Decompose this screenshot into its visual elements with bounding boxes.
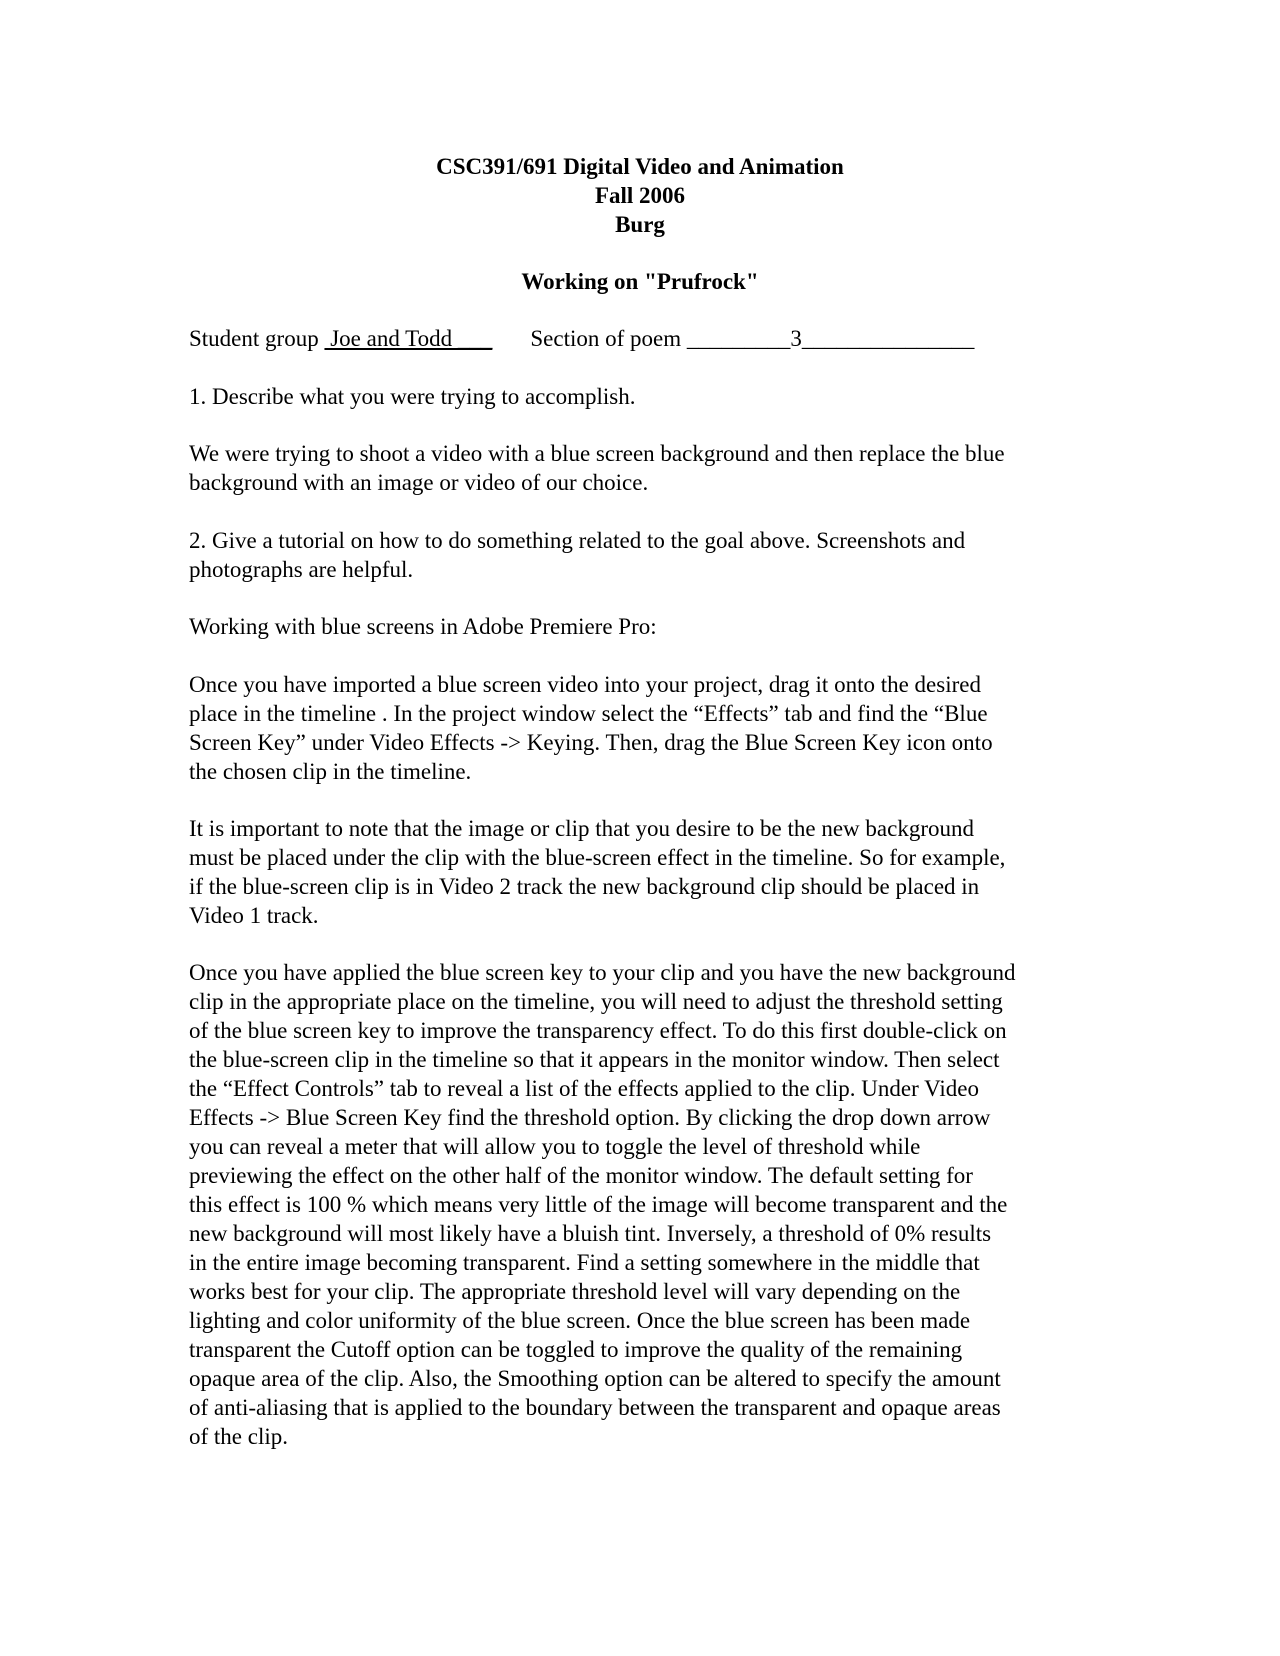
answer-1-line: background with an image or video of our choice. bbox=[189, 470, 649, 495]
paragraph-line: Effects -> Blue Screen Key find the threshold option. By clicking the drop down arrow bbox=[189, 1105, 991, 1130]
paragraph-line: It is important to note that the image or clip that you desire to be the new background bbox=[189, 816, 974, 841]
paragraph-3 bbox=[189, 958, 1089, 1451]
paragraph-1 bbox=[189, 670, 1089, 786]
paragraph-line: works best for your clip. The appropriate threshold level will vary depending on the bbox=[189, 1279, 961, 1304]
paragraph-line: of the clip. bbox=[189, 1424, 288, 1449]
student-group-label: Student group bbox=[189, 326, 325, 351]
paragraph-2 bbox=[189, 814, 1089, 930]
term: Fall 2006 bbox=[594, 183, 686, 208]
paragraph-line: Video 1 track. bbox=[189, 903, 319, 928]
paragraph-line: Once you have imported a blue screen video into your project, drag it onto the desired bbox=[189, 672, 981, 697]
question-2-line: 2. Give a tutorial on how to do something related to the goal above. Screenshots and bbox=[189, 528, 966, 553]
paragraph-line: must be placed under the clip with the blue-screen effect in the timeline. So for example, bbox=[189, 845, 1006, 870]
paragraph-line: of the blue screen key to improve the transparency effect. To do this first double-click on bbox=[189, 1018, 1007, 1043]
paragraph-line: previewing the effect on the other half of the monitor window. The default setting for bbox=[189, 1163, 973, 1188]
form-fields bbox=[189, 324, 1089, 353]
tutorial-subheading: Working with blue screens in Adobe Premiere Pro: bbox=[189, 614, 657, 639]
paragraph-line: transparent the Cutoff option can be toggled to improve the quality of the remaining bbox=[189, 1337, 963, 1362]
paragraph-line: if the blue-screen clip is in Video 2 track the new background clip should be placed in bbox=[189, 874, 980, 899]
question-2 bbox=[189, 526, 1089, 584]
section-value: _________3_______________ bbox=[686, 326, 975, 351]
question-1 bbox=[189, 382, 1089, 411]
question-1-text: 1. Describe what you were trying to accomplish. bbox=[189, 384, 636, 409]
paragraph-line: the blue-screen clip in the timeline so that it appears in the monitor window. Then select bbox=[189, 1047, 1000, 1072]
paragraph-line: Screen Key” under Video Effects -> Keying. Then, drag the Blue Screen Key icon onto bbox=[189, 730, 993, 755]
paragraph-line: lighting and color uniformity of the blue screen. Once the blue screen has been made bbox=[189, 1308, 971, 1333]
answer-1 bbox=[189, 439, 1089, 497]
paragraph-line: opaque area of the clip. Also, the Smoothing option can be altered to specify the amount bbox=[189, 1366, 1001, 1391]
tutorial-subheading-block bbox=[189, 612, 1089, 641]
paragraph-line: clip in the appropriate place on the timeline, you will need to adjust the threshold setting bbox=[189, 989, 1003, 1014]
section-label: Section of poem bbox=[530, 326, 687, 351]
paragraph-line: new background will most likely have a bluish tint. Inversely, a threshold of 0% results bbox=[189, 1221, 992, 1246]
paragraph-line: of anti-aliasing that is applied to the boundary between the transparent and opaque areas bbox=[189, 1395, 1001, 1420]
assignment-title-block bbox=[0, 267, 1280, 296]
form-row bbox=[189, 324, 1089, 353]
student-group-value: Joe and Todd ___ bbox=[324, 326, 493, 351]
paragraph-line: this effect is 100 % which means very little of the image will become transparent and the bbox=[189, 1192, 1008, 1217]
paragraph-line: the “Effect Controls” tab to reveal a list of the effects applied to the clip. Under Video bbox=[189, 1076, 979, 1101]
paragraph-line: the chosen clip in the timeline. bbox=[189, 759, 472, 784]
paragraph-line: place in the timeline . In the project window select the “Effects” tab and find the “Blue bbox=[189, 701, 988, 726]
assignment-title: Working on "Prufrock" bbox=[521, 269, 759, 294]
question-2-line: photographs are helpful. bbox=[189, 557, 414, 582]
course-title: CSC391/691 Digital Video and Animation bbox=[436, 154, 844, 179]
paragraph-line: in the entire image becoming transparent. Find a setting somewhere in the middle that bbox=[189, 1250, 980, 1275]
instructor: Burg bbox=[615, 212, 665, 237]
paragraph-line: you can reveal a meter that will allow you to toggle the level of threshold while bbox=[189, 1134, 921, 1159]
document-header bbox=[0, 152, 1280, 239]
paragraph-line: Once you have applied the blue screen key to your clip and you have the new background bbox=[189, 960, 1016, 985]
answer-1-line: We were trying to shoot a video with a blue screen background and then replace the blue bbox=[189, 441, 1005, 466]
